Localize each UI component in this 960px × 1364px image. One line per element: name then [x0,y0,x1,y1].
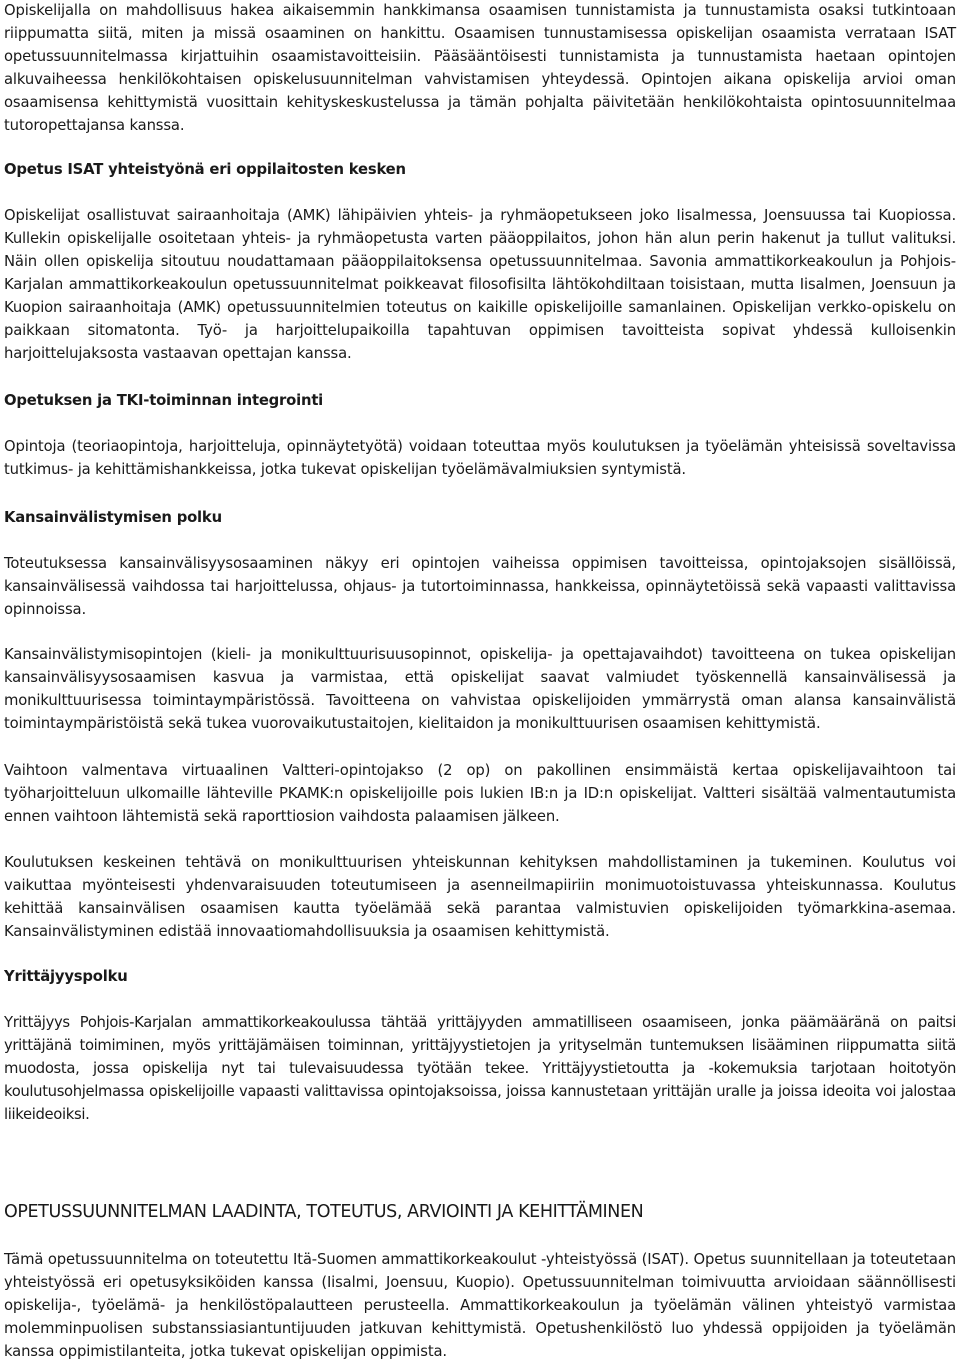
paragraph-entrepreneurship: Yrittäjyys Pohjois-Karjalan ammattikorkeakoulussa tähtää yrittäjyyden ammatilliseen osaamiseen, jonka päämääränä on paitsi yrittäjänä toimiminen, myös yrittäjämäisen toiminnan, yrittäjyystietojen ja yritysel​män tuntemuksen lisääminen riippumatta siitä muodosta, jossa opiskelija nyt tai tulevaisuudessa työtään tekee. Yrittäjyystietoutta ja -kokemuksia tarjotaan hoitotyön koulutusohjelmassa opiskelijoille vapaasti valittavissa opintojaksoissa, joissa kannustetaan yrittäjän uralle ja joissa ideoita voi jalostaa liikeideoiksi. [4,1014,956,1123]
heading-entrepreneurship-path: Yrittäjyyspolku [4,968,128,985]
section-title-curriculum-development: OPETUSSUUNNITELMAN LAADINTA, TOTEUTUS, ARVIOINTI JA KEHITTÄMINEN [4,1202,644,1222]
paragraph-multicultural-society: Koulutuksen keskeinen tehtävä on monikulttuurisen yhteiskunnan kehityksen mahdollistaminen ja tukeminen. Koulutus voi vaikuttaa myönteisesti yhdenvaraisuuden toteutumiseen ja asenneilmapiiriin monimuotoistuvassa yhteiskunnassa. Koulutus kehittää kansainvälisen osaamisen kautta työelämää sekä parantaa valmistuvien opiskelijoiden työmarkkina-asemaa. Kansainvälistyminen edistää innovaatiomahdollisuuksia ja osaamisen kehittymistä. [4,854,956,940]
paragraph-internationalisation-studies: Kansainvälistymisopintojen (kieli- ja monikulttuurisuusopinnot, opiskelija- ja opettajavaihdot) tavoitteena on tukea opiskelijan kansainvälisyysosaamisen kasvua ja varmistaa, että opiskelijat saavat valmiudet työskennellä kansainvälisessä ja monikulttuurisessa toimintaympäristössä. Tavoitteena on vahvistaa opiskelijoiden ymmärrystä oman alansa kansainvälistä toimintaympäristöistä sekä tukea vuorovaikutustaitojen, kielitaidon ja monikulttuurisen osaamisen kehittymistä. [4,646,956,732]
paragraph-internationalisation-competence: Toteutuksessa kansainvälisyysosaaminen näkyy eri opintojen vaiheissa oppimisen tavoitteissa, opintojaksojen sisällöissä, kansainvälisessä vaihdossa tai harjoittelussa, ohjaus- ja tutortoiminnassa, hankkeissa, opinnäytetöissä sekä vapaasti valittavissa opinnoissa. [4,555,956,618]
paragraph-isat-cooperation: Opiskelijat osallistuvat sairaanhoitaja (AMK) lähipäivien yhteis- ja ryhmäopetukseen joko Iisalmessa, Joensuussa tai Kuopiossa. Kullekin opiskelijalle osoitetaan yhteis- ja ryhmäopetusta varten pääoppilaitos, johon hän alun perin hakenut ja tullut valituksi. Näin ollen opiskelija sitoutuu noudattamaan pääoppilaitoksensa opetussuunnitelmaa. Savonia ammattikorkeakoulun ja Pohjois-Karjalan ammattikorkeakoulun opetussuunnitelmat poikkeavat filosofisilta lähtökohdiltaan toisistaan, mutta Iisalmen, Joensuun ja Kuopion sairaanhoitaja (AMK) opetussuunnitelmien toteutus on kaikille opiskelijoille samanlainen. Opiskelijan verkko-opiskelu on paikkaan sitomatonta. Työ- ja harjoittelupaikoilla tapahtuvan oppimisen tavoitteista sopivat yhdessä kulloisenkin harjoittelujaksosta vastaavan opettajan kanssa. [4,207,956,362]
heading-internationalisation-path: Kansainvälistymisen polku [4,509,222,526]
paragraph-recognition-of-prior-learning: Opiskelijalla on mahdollisuus hakea aikaisemmin hankkimansa osaamisen tunnistamista ja tunnustamista osaksi tutkintoaan riippumatta siitä, miten ja missä osaaminen on hankittu. Osaamisen tunnustamisessa opiskelijan osaamista verrataan ISAT opetussuunnitelmassa kirjattuihin osaamistavoitteisiin. Pääsääntöisesti tunnistamista ja tunnustamista haetaan opintojen alkuvaiheessa henkilökohtaisen opiskelusuunnitelman vahvistamisen yhteydessä. Opintojen aikana opiskelija arvioi oman osaamisensa kehittymistä vuosittain kehityskeskustelussa ja tämän pohjalta päivitetään henkilökohtaista opintosuunnitelmaa tutoropettajansa kanssa. [4,2,956,134]
paragraph-curriculum-development: Tämä opetussuunnitelma on toteutettu Itä-Suomen ammattikorkeakoulut -yhteistyössä (ISAT). Opetus suunnitellaan ja toteutetaan yhteistyössä eri opetusyksiköiden kanssa (Iisalmi, Joensuu, Kuopio). Opetussuunnitelman toimivuutta arvioidaan säännöllisesti opiskelija-, työelämä- ja henkilöstöpalautteen perusteella. Ammattikorkeakoulun ja työelämän välinen yhteistyö varmistaa molemminpuolisen substanssiasiantuntijuuden jatkuvan kehittymistä. Opetushenkilöstö luo yhdessä oppijoiden ja työelämän kanssa oppimistilanteita, jotka tukevat opiskelijan oppimista. [4,1251,956,1360]
heading-rdi-integration: Opetuksen ja TKI-toiminnan integrointi [4,392,324,409]
paragraph-rdi-integration: Opintoja (teoriaopintoja, harjoitteluja, opinnäytetyötä) voidaan toteuttaa myös koulutuksen ja työelämän yhteisissä soveltavissa tutkimus- ja kehittämishankkeissa, jotka tukevat opiskelijan työelämävalmiuksien syntymistä. [4,438,956,478]
paragraph-valtteri-course: Vaihtoon valmentava virtuaalinen Valtteri-opintojakso (2 op) on pakollinen ensimmäistä kertaa opiskelijavaihtoon tai työharjoitteluun ulkomaille lähteville PKAMK:n opiskelijoille pois lukien IB:n ja ID:n opiskelijat. Valtteri sisältää valmentautumista ennen vaihtoon lähtemistä sekä raporttiosion vaihdosta palaamisen jälkeen. [4,762,956,825]
heading-isat-cooperation: Opetus ISAT yhteistyönä eri oppilaitosten kesken [4,161,406,178]
